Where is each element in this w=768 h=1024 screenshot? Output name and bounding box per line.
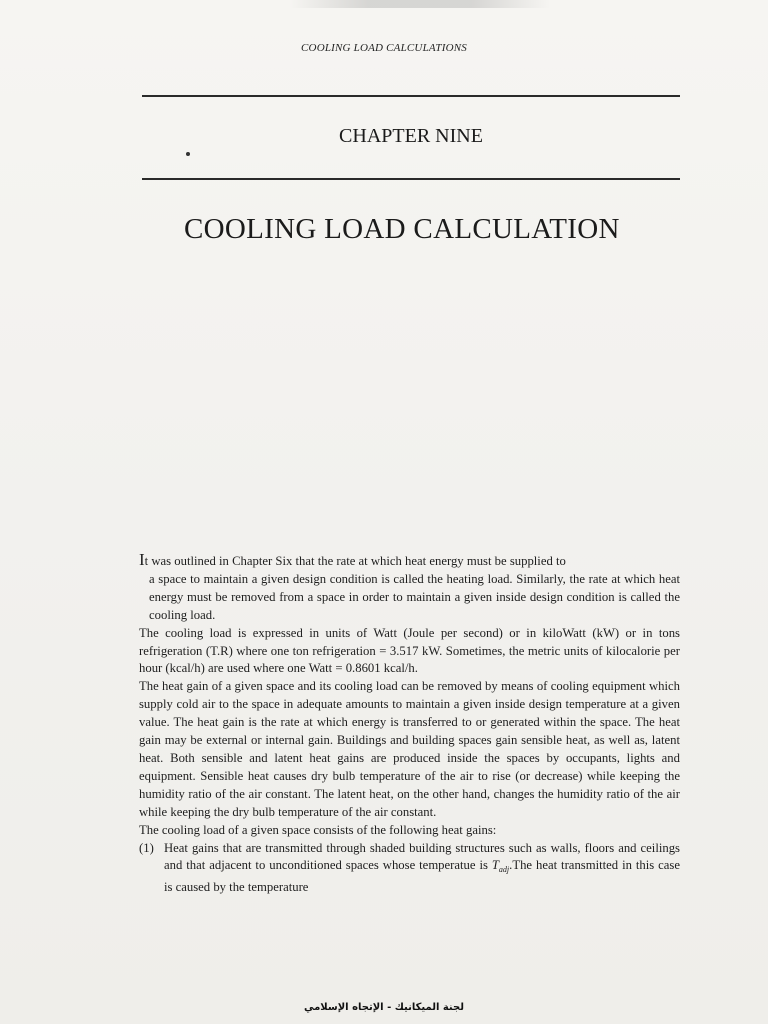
intro-rest: a space to maintain a given design condition is called the heating load. Similarly, the rate at which heat energy must be removed from a space in order to maintain a given inside design condition is called the cooling load. bbox=[149, 571, 680, 622]
top-divider bbox=[142, 95, 680, 97]
symbol-subscript: adj bbox=[498, 865, 510, 875]
bottom-divider bbox=[142, 178, 680, 180]
drop-cap: I bbox=[139, 550, 145, 569]
paragraph-intro bbox=[139, 550, 680, 625]
list-item-text: Heat gains that are transmitted through shaded building structures such as walls, floors and ceilings and that adjacent to unconditioned spaces whose temperatue is bbox=[164, 840, 680, 873]
intro-first-line: t was outlined in Chapter Six that the rate at which heat energy must be supplied to bbox=[144, 554, 566, 568]
footer-credit: لجنة الميكانيك - الإتجاه الإسلامي bbox=[304, 1002, 464, 1013]
body-text bbox=[139, 550, 680, 897]
paragraph-units: The cooling load is expressed in units of Watt (Joule per second) or in kiloWatt (kW) or in tons refrigeration (T.R) where one ton refrigeration = 3.517 kW. Sometimes, the metric units of kilocalorie per hour (kcal/h) are used where one Watt = 0.8601 kcal/h. bbox=[139, 625, 680, 676]
list-item-text-after: .The heat transmitted in this case is caused by the temperature bbox=[164, 858, 680, 895]
paragraph-list-intro: The cooling load of a given space consists of the following heat gains: bbox=[139, 822, 497, 837]
symbol-base: T bbox=[491, 858, 499, 873]
chapter-label: CHAPTER NINE bbox=[339, 125, 483, 147]
list-item bbox=[139, 840, 680, 898]
list-item-marker: (1) bbox=[139, 840, 154, 855]
chapter-title: COOLING LOAD CALCULATION bbox=[184, 213, 620, 245]
paragraph-heat-gain: The heat gain of a given space and its cooling load can be removed by means of cooling equipment which supply cold air to the space in adequate amounts to maintain a given inside design temperature at a given value. The heat gain is the rate at which energy is transferred to or generated within the space. The heat gain may be external or internal gain. Buildings and building spaces gain sensible heat, as well as, latent heat. Both sensible and latent heat gains are produced inside the spaces by occupants, lights and equipment. Sensible heat causes dry bulb temperature of the air to rise (or decrease) while keeping the humidity ratio of the air constant. The latent heat, on the other hand, changes the humidity ratio of the air while keeping the dry bulb temperature of the air constant. bbox=[139, 679, 680, 819]
heat-gains-list bbox=[139, 840, 680, 898]
bleed-through-artifact bbox=[290, 0, 550, 8]
temperature-symbol bbox=[491, 858, 510, 875]
ink-speck bbox=[186, 152, 190, 156]
running-header: COOLING LOAD CALCULATIONS bbox=[301, 42, 467, 54]
